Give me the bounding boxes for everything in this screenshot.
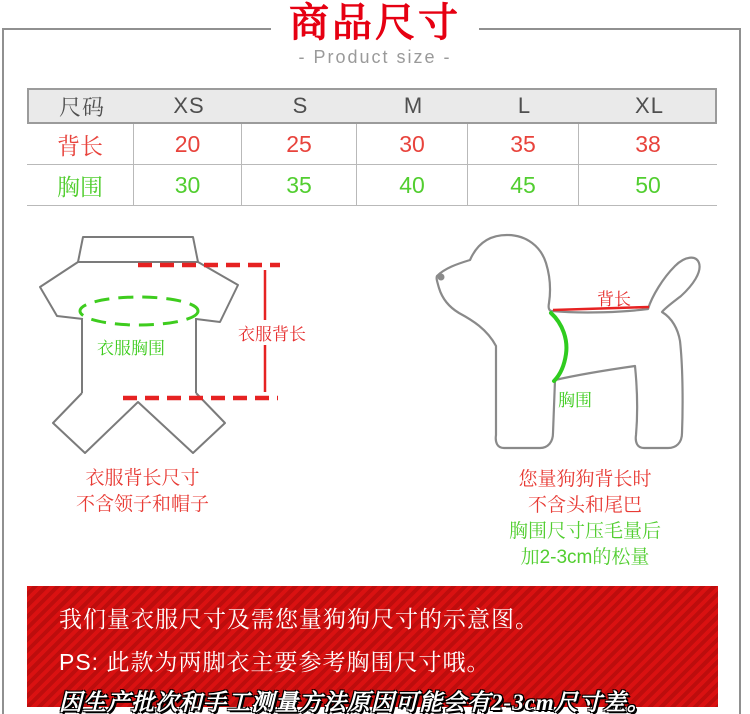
table-cell: 35 [241, 165, 356, 206]
table-cell: 30 [356, 124, 467, 165]
table-header-cell: XL [635, 93, 664, 118]
dog-nose [438, 274, 445, 281]
table-cell: 50 [578, 165, 717, 206]
notice-line3: 因生产批次和手工测量方法原因可能会有2-3cm尺寸差。 [59, 690, 651, 714]
garment-leg-flaps [53, 393, 225, 453]
dog-caption-line3: 胸围尺寸压毛量后 [508, 521, 661, 542]
table-header-cell: XS [173, 93, 205, 118]
table-cell: 20 [133, 124, 241, 165]
garment-caption-line1: 衣服背长尺寸 [85, 468, 200, 489]
table-header-cell: L [517, 93, 532, 118]
table-cell: 40 [356, 165, 467, 206]
notice-banner [27, 586, 718, 714]
dog-caption-line4: 加2-3cm的松量 [520, 547, 650, 568]
table-header-cell: S [292, 93, 309, 118]
notice-line1: 我们量衣服尺寸及需您量狗狗尺寸的示意图。 [59, 606, 539, 632]
dog-caption [430, 467, 740, 571]
dog-diagram [425, 228, 725, 468]
table-header-cell: M [403, 93, 424, 118]
dog-chest-arc [551, 313, 566, 381]
table-cell: 38 [578, 124, 717, 165]
dog-chest-label: 胸围 [558, 391, 592, 410]
row-label: 背长 [27, 124, 133, 165]
garment-caption-line2: 不含领子和帽子 [75, 494, 209, 515]
title-block [271, 0, 479, 68]
page-subtitle: - Product size - [298, 47, 452, 67]
table-cell: 45 [467, 165, 578, 206]
garment-back-label: 衣服背长 [237, 320, 307, 345]
table-header-cell: 尺码 [58, 94, 105, 120]
table-cell: 25 [241, 124, 356, 165]
garment-caption [30, 466, 255, 518]
dog-caption-line2: 不含头和尾巴 [527, 495, 642, 516]
dog-back-label: 背长 [597, 290, 631, 309]
row-label: 胸围 [27, 165, 133, 206]
garment-diagram [30, 228, 320, 463]
garment-left-sleeve [40, 262, 83, 319]
garment-collar [78, 237, 198, 262]
notice-line2: PS: 此款为两脚衣主要参考胸围尺寸哦。 [59, 649, 491, 675]
size-table [27, 88, 717, 206]
table-row-back-length [27, 124, 717, 165]
page-title: 商品尺寸 [289, 1, 461, 45]
dog-outline [437, 235, 700, 448]
table-cell: 30 [133, 165, 241, 206]
size-table-header [27, 88, 717, 124]
garment-chest-label: 衣服胸围 [97, 339, 165, 358]
table-row-chest-girth [27, 165, 717, 206]
table-cell: 35 [467, 124, 578, 165]
dog-caption-line1: 您量狗狗背长时 [518, 469, 652, 490]
garment-right-sleeve [196, 262, 238, 322]
garment-chest-ellipse [80, 297, 198, 325]
